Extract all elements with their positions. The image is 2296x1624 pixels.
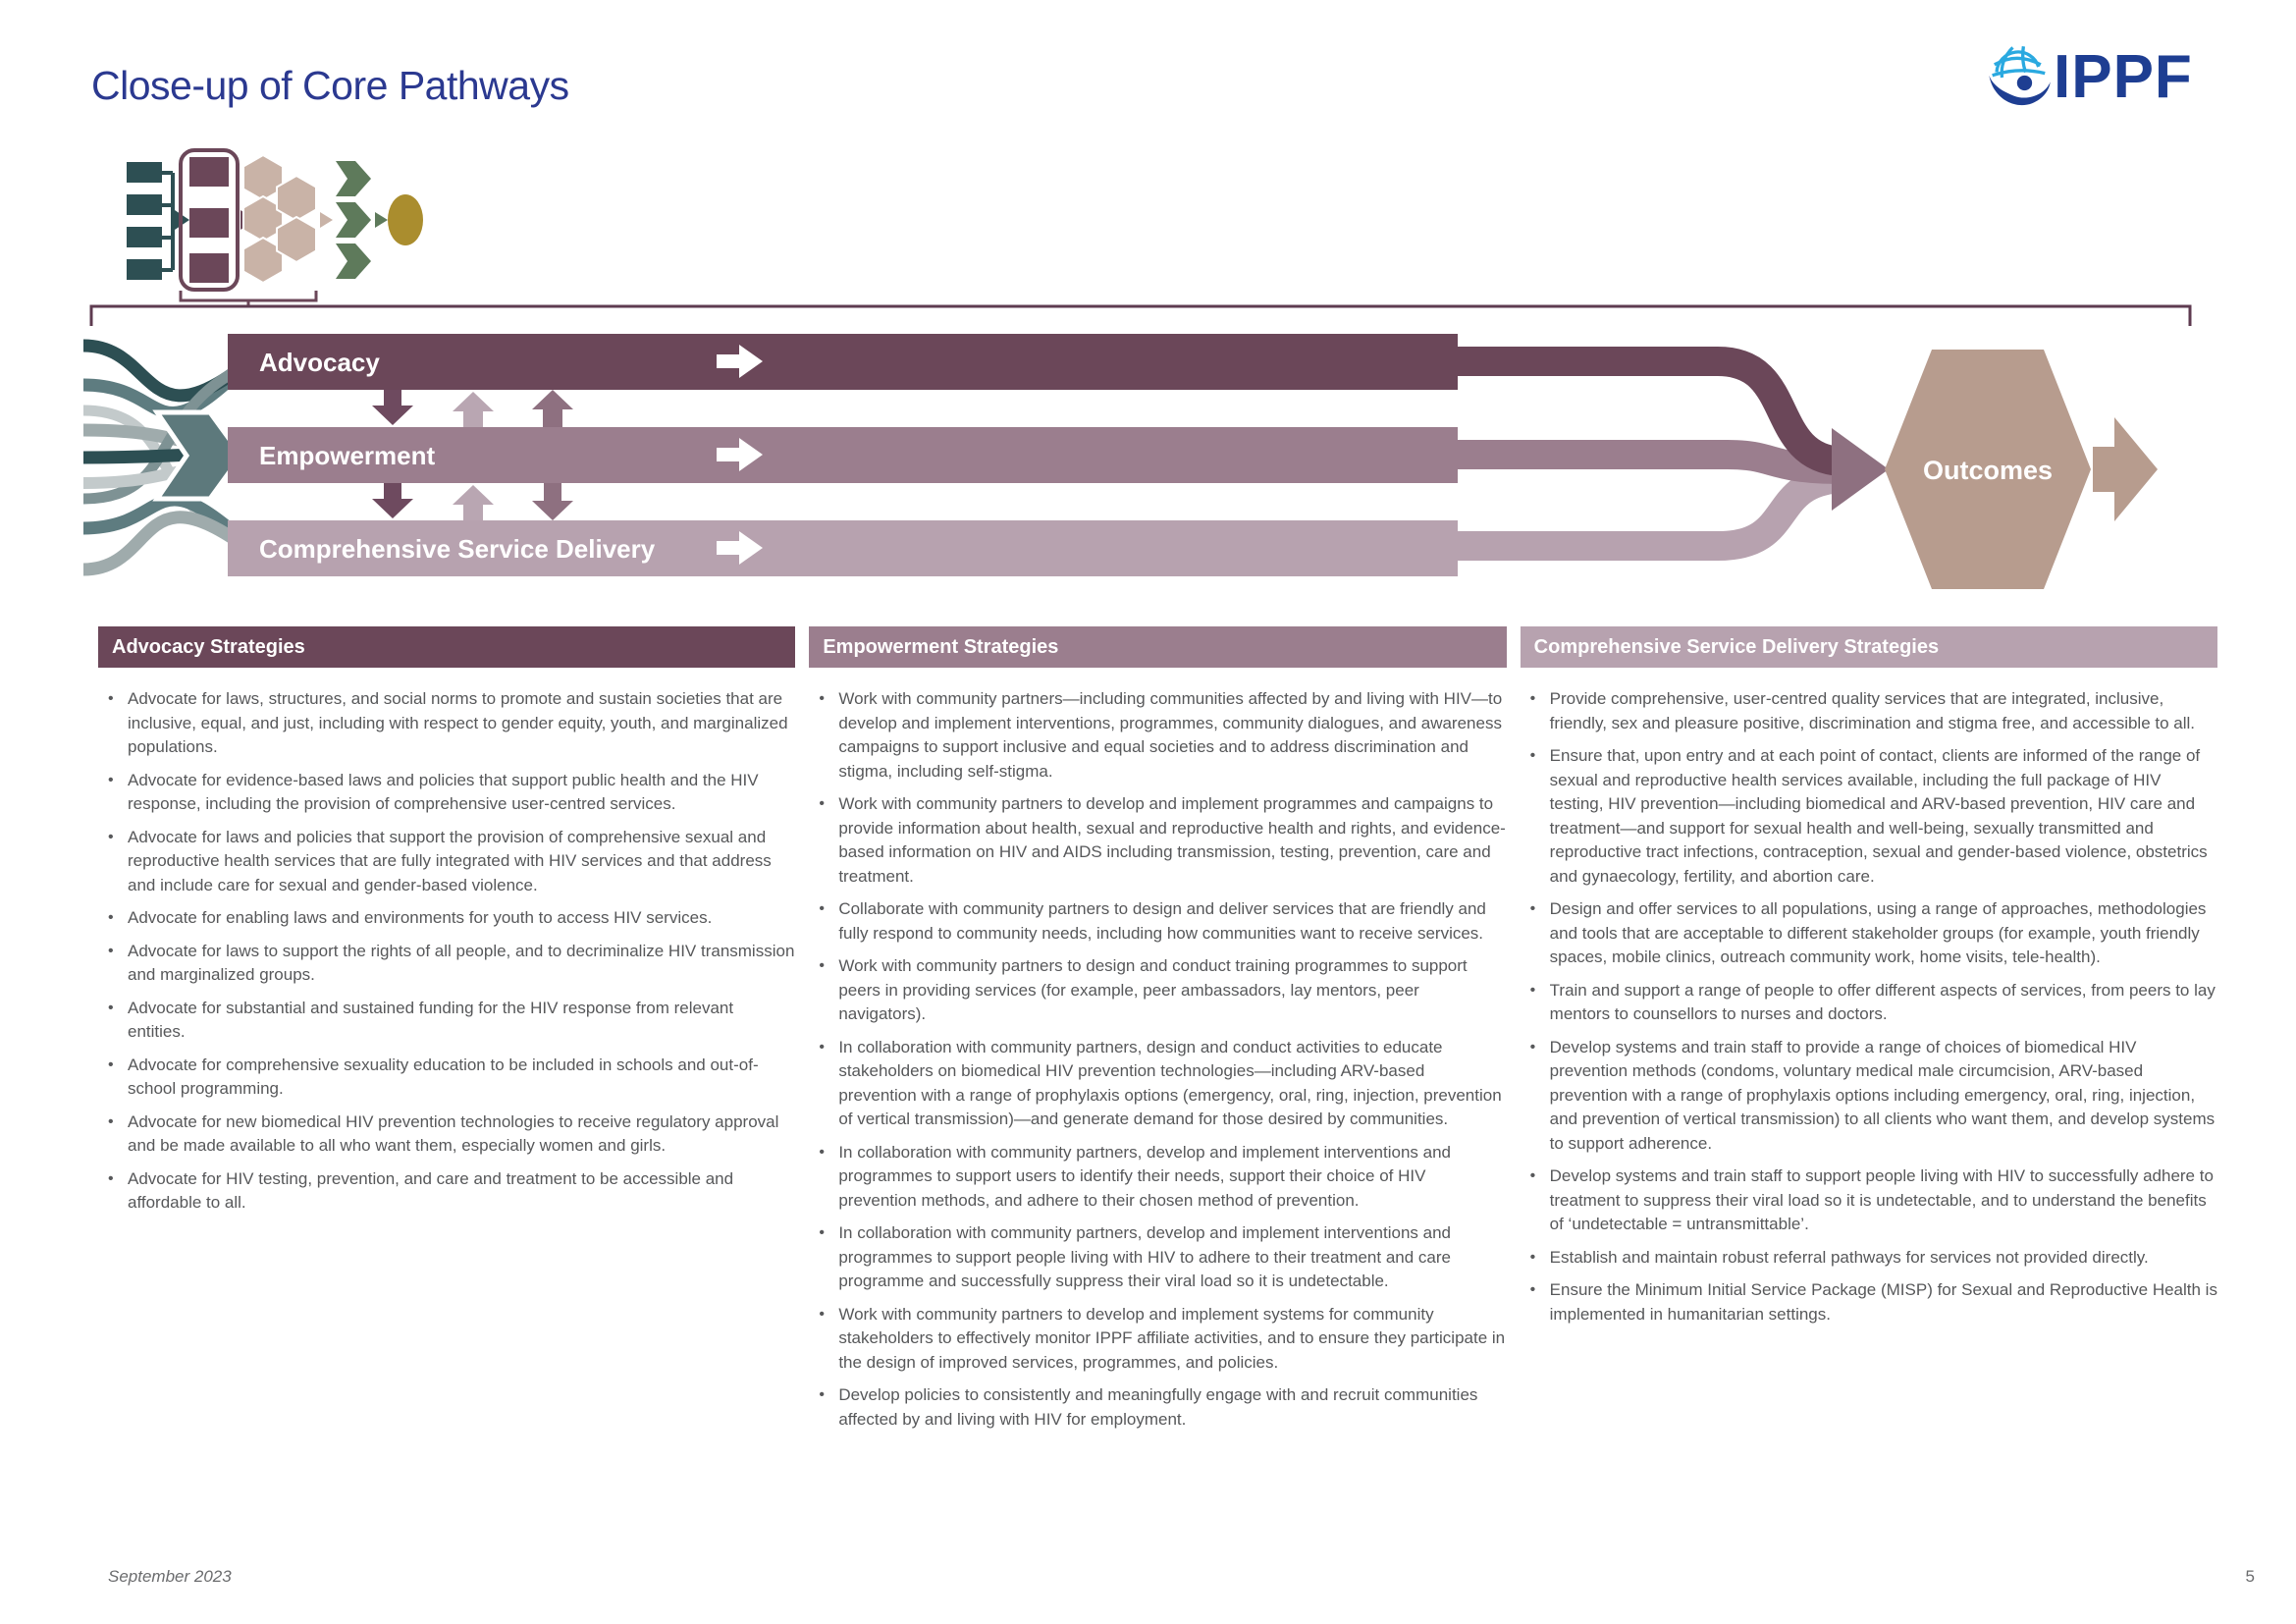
list-item: • Provide comprehensive, user-centred quality services that are integrated, inclusive, friendly, sex and pleasure positive, discrimination and stigma free, and accessible to all. <box>1521 687 2217 735</box>
advocacy-strategies-header: Advocacy Strategies <box>98 626 795 668</box>
up-arrow-icon <box>532 390 573 427</box>
list-item: • Work with community partners to design and conduct training programmes to support peers in providing services (for example, peer ambassadors, lay mentors, peer navigators). <box>809 954 1506 1027</box>
list-item: • Develop systems and train staff to support people living with HIV to successfully adhere to treatment to suppress their viral load so it is undetectable, and to understand the benefits of ‘undetectable = untransmittable’. <box>1521 1164 2217 1237</box>
down-arrow-icon <box>532 483 573 520</box>
empowerment-band <box>1458 455 1843 469</box>
advocacy-bar-label: Advocacy <box>259 348 380 377</box>
page-title: Close-up of Core Pathways <box>91 63 569 108</box>
list-item: • Advocate for new biomedical HIV prevention technologies to receive regulatory approval and be made available to all who want them, especially women and girls. <box>98 1110 795 1159</box>
service-delivery-bar <box>228 520 1458 576</box>
mini-hexagon-cluster <box>243 155 316 283</box>
service-delivery-strategies-list <box>1521 687 2217 1326</box>
pathway-bracket <box>91 306 2190 326</box>
list-item: • Advocate for evidence-based laws and policies that support public health and the HIV response, including the provision of comprehensive user-centred services. <box>98 769 795 817</box>
exchange-arrows-bottom-gap <box>372 483 573 520</box>
service-delivery-band <box>1458 478 1841 546</box>
list-item: • Advocate for comprehensive sexuality education to be included in schools and out-of-school programming. <box>98 1054 795 1102</box>
empowerment-bar <box>228 427 1458 483</box>
page-number: 5 <box>2245 1567 2255 1586</box>
mini-focus-bracket <box>181 291 316 307</box>
service-delivery-bar-label: Comprehensive Service Delivery <box>259 534 656 564</box>
list-item: • Develop systems and train staff to provide a range of choices of biomedical HIV prevention methods (condoms, voluntary medical male circumcision, ARV-based prevention with a range of prophylaxis options including emergency, oral, ring, injection, and prevention of vertical transmission) to all clients who want them, and develop systems to support adherence. <box>1521 1036 2217 1157</box>
list-item: • Design and offer services to all populations, using a range of approaches, methodologies and tools that are acceptable to different stakeholder groups (for example, youth friendly spaces, mobile clinics, outreach community work, home visits, tele-health). <box>1521 897 2217 970</box>
advocacy-bar <box>228 334 1458 390</box>
list-item: • Work with community partners to develop and implement systems for community stakeholders to effectively monitor IPPF affiliate activities, and to ensure they participate in the design of improved services, programmes, and policies. <box>809 1303 1506 1376</box>
list-item: • Advocate for laws, structures, and social norms to promote and sustain societies that are inclusive, equal, and just, including with respect to gender equity, youth, and marginalized populations. <box>98 687 795 760</box>
list-item: • Establish and maintain robust referral pathways for services not provided directly. <box>1521 1246 2217 1271</box>
service-delivery-strategies-column <box>1521 626 2217 1440</box>
list-item: • Work with community partners to develop and implement programmes and campaigns to provide information about health, sexual and reproductive health and rights, and evidence-based information on HIV and AIDS including transmission, testing, prevention, care and treatment. <box>809 792 1506 889</box>
advocacy-strategies-list <box>98 687 795 1216</box>
footer-date: September 2023 <box>108 1567 232 1586</box>
list-item: • In collaboration with community partners, develop and implement interventions and programmes to support users to identify their needs, support their choice of HIV prevention methods, and adhere to their chosen method of prevention. <box>809 1141 1506 1214</box>
empowerment-strategies-column <box>809 626 1506 1440</box>
mini-strategy-boxes <box>189 157 229 283</box>
mini-right-arrow-icon <box>320 212 333 228</box>
exchange-arrows-top-gap <box>372 390 573 427</box>
outcomes-label: Outcomes <box>1922 456 2054 485</box>
list-item: • Work with community partners—including communities affected by and living with HIV—to develop and implement interventions, programmes, community dialogues, and awareness campaigns to support inclusive and equal societies and to address discrimination and stigma, including self-stigma. <box>809 687 1506 784</box>
service-delivery-strategies-header: Comprehensive Service Delivery Strategies <box>1521 626 2217 668</box>
list-item: • Collaborate with community partners to design and deliver services that are friendly and fully respond to community needs, including how communities want to receive services. <box>809 897 1506 946</box>
list-item: • Develop policies to consistently and meaningfully engage with and recruit communities affected by and living with HIV for employment. <box>809 1383 1506 1432</box>
list-item: • In collaboration with community partners, design and conduct activities to educate stakeholders on biomedical HIV prevention technologies—including ARV-based prevention with a range of prophylaxis options (emergency, oral, ring, injection, prevention of vertical transmission)—and generate demand for those desired by communities. <box>809 1036 1506 1132</box>
advocacy-strategies-column <box>98 626 795 1440</box>
empowerment-strategies-header: Empowerment Strategies <box>809 626 1506 668</box>
list-item: • Ensure that, upon entry and at each point of contact, clients are informed of the range of sexual and reproductive health services available, including the full package of HIV testing, HIV prevention—including biomedical and ARV-based prevention, HIV care and treatment—and support for sexual health and well-being, sexually transmitted and reproductive tract infections, contraception, sexual and gender-based violence, obstetrics and gynaecology, fertility, and abortion care. <box>1521 744 2217 889</box>
down-arrow-icon <box>372 483 413 518</box>
list-item: • Advocate for laws and policies that support the provision of comprehensive sexual and reproductive health services that are fully integrated with HIV services and that address and include care for sexual and gender-based violence. <box>98 826 795 898</box>
list-item: • Advocate for enabling laws and environments for youth to access HIV services. <box>98 906 795 931</box>
list-item: • In collaboration with community partners, develop and implement interventions and programmes to support people living with HIV to adhere to their treatment and care programme and successfully suppress their viral load so it is undetectable. <box>809 1221 1506 1294</box>
list-item: • Ensure the Minimum Initial Service Package (MISP) for Sexual and Reproductive Health is implemented in humanitarian settings. <box>1521 1278 2217 1326</box>
mini-right-arrow-icon <box>375 212 388 228</box>
empowerment-strategies-list <box>809 687 1506 1432</box>
list-item: • Advocate for substantial and sustained funding for the HIV response from relevant entities. <box>98 997 795 1045</box>
mini-pathway-diagram <box>127 150 423 307</box>
list-item: • Advocate for HIV testing, prevention, and care and treatment to be accessible and affordable to all. <box>98 1167 795 1216</box>
core-pathways-diagram <box>0 0 2296 628</box>
down-arrow-icon <box>372 390 413 425</box>
ippf-logo-text: IPPF <box>2054 43 2193 111</box>
up-arrow-icon <box>453 392 494 427</box>
list-item: • Advocate for laws to support the rights of all people, and to decriminalize HIV transmission and marginalized groups. <box>98 940 795 988</box>
mini-chevrons <box>336 161 371 279</box>
empowerment-bar-label: Empowerment <box>259 441 436 470</box>
flow-bands <box>1458 361 1843 546</box>
list-item: • Train and support a range of people to offer different aspects of services, from peers to lay mentors to counsellors to nurses and doctors. <box>1521 979 2217 1027</box>
up-arrow-icon <box>453 485 494 520</box>
strategy-columns <box>98 626 2217 1440</box>
mini-input-bracket <box>162 173 173 270</box>
mini-input-boxes <box>127 162 162 280</box>
outcomes-exit-arrow-icon <box>2093 417 2158 521</box>
mini-outcome-circle <box>388 194 423 245</box>
merge-arrow-icon <box>1832 428 1889 511</box>
